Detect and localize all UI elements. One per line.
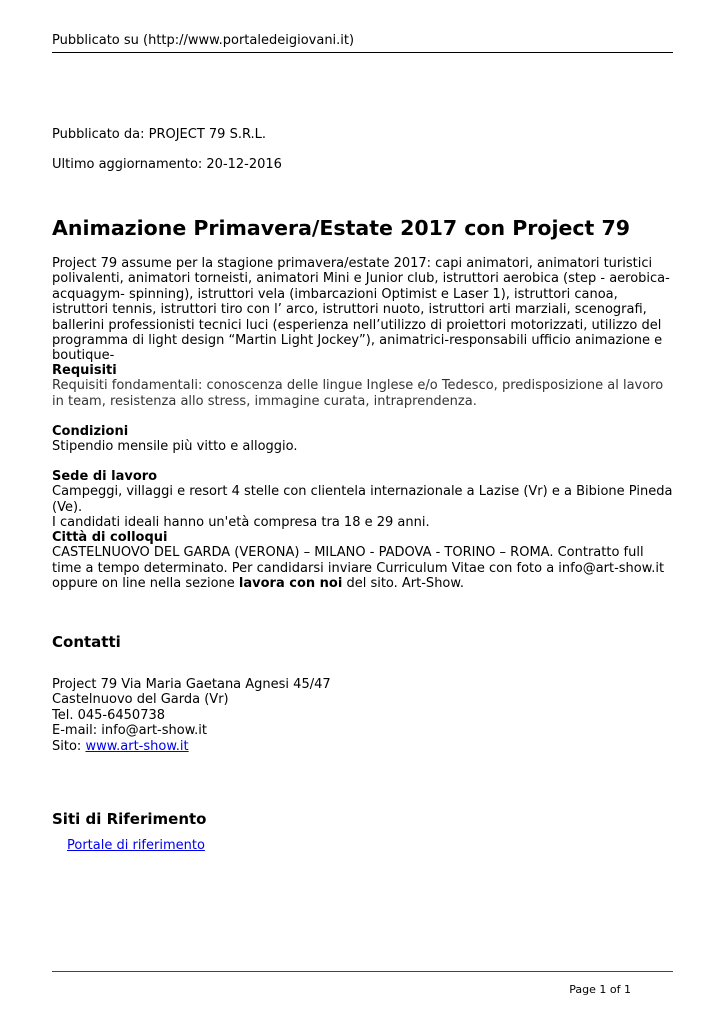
last-update: Ultimo aggiornamento: 20-12-2016: [52, 157, 282, 172]
contact-address: Project 79 Via Maria Gaetana Agnesi 45/47: [52, 677, 331, 692]
section-body-line: Campeggi, villaggi e resort 4 stelle con clientela internazionale a Lazise (Vr) e a Bibione Pineda (Ve).: [52, 484, 673, 515]
intro-paragraph: Project 79 assume per la stagione primavera/estate 2017: capi animatori, animatori turistici polivalenti, animatori torneisti, animatori Mini e Junior club, istruttori aerobica (step - aerobica-acquagym- spinning), istruttori vela (imbarcazioni Optimist e Laser 1), istruttori canoa, istruttori tennis, istruttori tiro con l’ arco, istruttori nuoto, istruttori arti marziali, scenografi, ballerini professionisti tecnici luci (esperienza nell’utilizzo di proiettori motorizzati, utilizzo del programma di light design “Martin Light Jockey”), animatrici-responsabili ufficio animazione e boutique-: [52, 256, 670, 364]
section-heading: Requisiti: [52, 363, 117, 378]
page-number: Page 1 of 1: [569, 983, 631, 996]
contatti-heading: Contatti: [52, 633, 121, 651]
section-citta: [52, 530, 673, 592]
site-label: Sito:: [52, 738, 86, 754]
section-requisiti: [52, 363, 673, 409]
header-divider: [52, 52, 673, 53]
section-body: Requisiti fondamentali: conoscenza delle lingue Inglese e/o Tedesco, predisposizione al lavoro in team, resistenza allo stress, immagine curata, intraprendenza.: [52, 378, 664, 409]
footer-divider: [52, 971, 673, 972]
bold-phrase: lavora con noi: [238, 576, 343, 592]
section-body-end: del sito. Art-Show.: [342, 576, 464, 592]
section-heading: Città di colloqui: [52, 530, 168, 545]
contact-email: E-mail: info@art-show.it: [52, 723, 207, 739]
site-link[interactable]: www.art-show.it: [85, 738, 189, 754]
section-sede: [52, 469, 673, 531]
contact-phone: Tel. 045-6450738: [52, 707, 166, 723]
riferimento-heading: Siti di Riferimento: [52, 810, 207, 828]
section-body: Stipendio mensile più vitto e alloggio.: [52, 439, 298, 455]
section-body-line: I candidati ideali hanno un'età compresa tra 18 e 29 anni.: [52, 515, 430, 531]
page-title: Animazione Primavera/Estate 2017 con Project 79: [52, 216, 631, 240]
riferimento-list: [67, 838, 688, 853]
contatti-block: [52, 677, 673, 754]
contact-city: Castelnuovo del Garda (Vr): [52, 692, 229, 708]
section-heading: Sede di lavoro: [52, 469, 158, 484]
section-condizioni: [52, 424, 673, 455]
section-heading: Condizioni: [52, 424, 129, 439]
published-by: Pubblicato da: PROJECT 79 S.R.L.: [52, 127, 267, 142]
section-body: CASTELNUOVO DEL GARDA (VERONA) – MILANO - PADOVA - TORINO – ROMA. Contratto full time a tempo determinato. Per candidarsi inviare Curriculum Vitae con foto a info@art-show.it oppure on line nella sezione: [52, 545, 665, 592]
reference-portal-link[interactable]: Portale di riferimento: [67, 838, 205, 853]
contact-site: [52, 739, 673, 754]
page-header: Pubblicato su (http://www.portaledeigiovani.it): [52, 33, 355, 48]
